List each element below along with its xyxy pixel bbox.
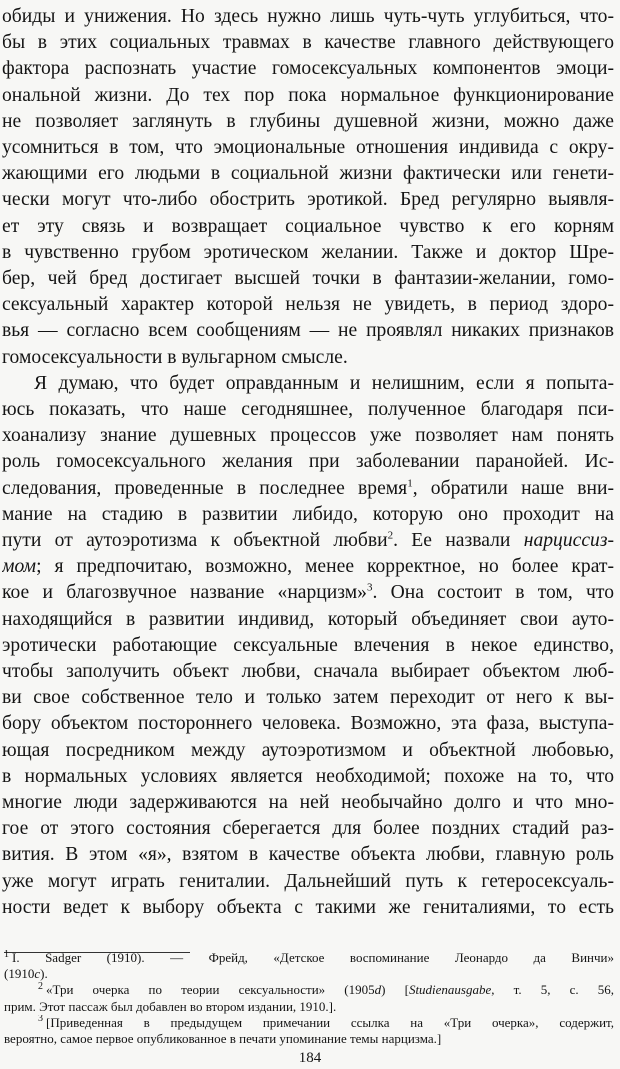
text-line — [2, 580, 614, 606]
footnote-1-cont — [4, 966, 614, 982]
footnote-ref-3[interactable]: 3 — [366, 581, 373, 594]
text-line: юсь показать, что наше сегодняшнее, полученное благодаря пси- — [2, 399, 614, 420]
footnote-italic: c — [34, 966, 41, 982]
text-line: в чувственно грубом эротическом желании. Также и доктор Шре- — [2, 241, 614, 263]
italic-term: мом — [2, 556, 37, 578]
text-line: гое от этого состояния сберегается для более поздних стадий раз- — [2, 818, 614, 840]
footnote-number: 1 — [4, 950, 9, 960]
text-line: не позволяет заглянуть в глубины душевной жизни, можно даже — [2, 110, 614, 132]
text-line: находящийся в развитии индивид, который объединяет свои ауто- — [2, 608, 614, 630]
footnote-text: [Приведенная в предыдущем примечании ссылка на «Три очерка», содержит, — [46, 1014, 614, 1030]
text-segment: пути от аутоэротизма к объектной любви — [2, 530, 388, 551]
footnote-text: I. Sadger (1910). — Фрейд, «Детское воспоминание Леонардо да Винчи» — [12, 950, 614, 965]
text-line: ющая посредником между аутоэротизмом и объектной любовью, — [2, 739, 614, 761]
text-line: роль гомосексуального желания при заболевании паранойей. Ис- — [2, 451, 614, 473]
text-line — [2, 476, 614, 502]
text-line: бер, чей бред достигает высшей точки в фантазии-желании, гомо- — [2, 268, 614, 289]
text-line: уже могут играть гениталии. Дальнейший путь к гетеросексуаль- — [2, 870, 614, 892]
footnote-2 — [38, 982, 614, 998]
footnote-3 — [38, 1015, 614, 1031]
footnote-ref-2[interactable]: 2 — [387, 529, 394, 542]
footnote-text: (1910 — [4, 966, 35, 982]
text-line: сексуальный характер которой нельзя не увидеть, в период здоро- — [2, 294, 614, 316]
text-line: ности ведет к выбору объекта с такими же гениталиями, то есть — [2, 896, 614, 918]
text-segment: . Она состоит в том, что — [372, 582, 614, 604]
text-line: в нормальных условиях является необходимой; похоже на то, что — [2, 765, 614, 787]
text-line: мание на стадию в развитии либидо, которую оно проходит на — [2, 503, 614, 525]
footnote-number: 2 — [38, 982, 43, 993]
text-line: эротически работающие сексуальные влечения в некое единство, — [2, 634, 614, 656]
text-line: бору объектом постороннего человека. Возможно, эта фаза, выступа- — [2, 713, 614, 735]
footnote-italic: Studienausgabe — [408, 982, 492, 998]
text-segment: , обратили наше вни- — [412, 477, 614, 499]
footnote-1 — [4, 950, 614, 966]
footnote-3-cont: вероятно, самое первое опубликованное в печати упоминание темы нарцизма.] — [4, 1031, 442, 1046]
text-line — [2, 528, 614, 554]
footnote-ref-1[interactable]: 1 — [407, 477, 413, 490]
text-line: ет эту связь и возвращает социальное чувство к его корням — [2, 215, 614, 237]
text-line: обиды и унижения. Но здесь нужно лишь чуть-чуть углубиться, что- — [2, 6, 614, 27]
text-line: гомосексуальности в вульгарном смысле. — [2, 346, 348, 368]
text-line: хоанализу знание душевных процессов уже позволяет нам понять — [2, 425, 614, 447]
footnote-text: «Три очерка по теории сексуальности» (1905 — [46, 982, 375, 998]
text-line: бы в этих социальных травмах в качестве главного действующего — [2, 32, 614, 54]
italic-term: нарциссиз- — [523, 530, 614, 551]
page-number: 184 — [298, 1050, 322, 1066]
text-line — [2, 554, 614, 580]
footnote-text: , т. 5, с. 56, — [491, 982, 614, 998]
text-line: жающими его людьми в социальной жизни фактически или генети- — [2, 163, 614, 185]
text-line: чески могут что-либо обострить эротикой. Бред регулярно выявля- — [2, 189, 614, 211]
text-line: фактора распознать участие гомосексуальных компонентов эмоци- — [2, 58, 614, 80]
text-line: многие люди задерживаются на ней необычайно долго и что мно- — [2, 792, 614, 813]
text-line: ви свое собственное тело и только затем переходит от него к вы- — [2, 687, 614, 709]
text-segment: следования, проведенные в последнее время — [2, 477, 408, 499]
text-line: чтобы заполучить объект любви, сначала выбирает объектом люб- — [2, 661, 614, 682]
footnote-italic: d — [374, 982, 382, 998]
footnote-2-cont: прим. Этот пассаж был добавлен во втором издании, 1910.]. — [4, 998, 337, 1014]
text-line: вития. В этом «я», взятом в качестве объекта любви, главную роль — [2, 844, 614, 866]
text-segment: кое и благозвучное название «нарцизм» — [2, 582, 367, 604]
text-segment: ; я предпочитаю, возможно, менее корректное, но более крат- — [36, 556, 614, 578]
footnote-text: ) [ — [381, 982, 409, 998]
paragraph-start-line: Я думаю, что будет оправданным и нелишним, если я попыта- — [34, 372, 614, 394]
footnote-number: 3 — [38, 1014, 43, 1025]
text-line: ональной жизни. До тех пор пока нормальное функционирование — [2, 84, 614, 106]
text-line: усомниться в том, что эмоциональные отношения индивида с окру- — [2, 137, 614, 158]
text-segment: . Ее назвали — [393, 530, 524, 551]
text-line: вья — согласно всем сообщениям — не проявлял никаких признаков — [2, 320, 614, 342]
footnote-text: ). — [40, 966, 48, 982]
